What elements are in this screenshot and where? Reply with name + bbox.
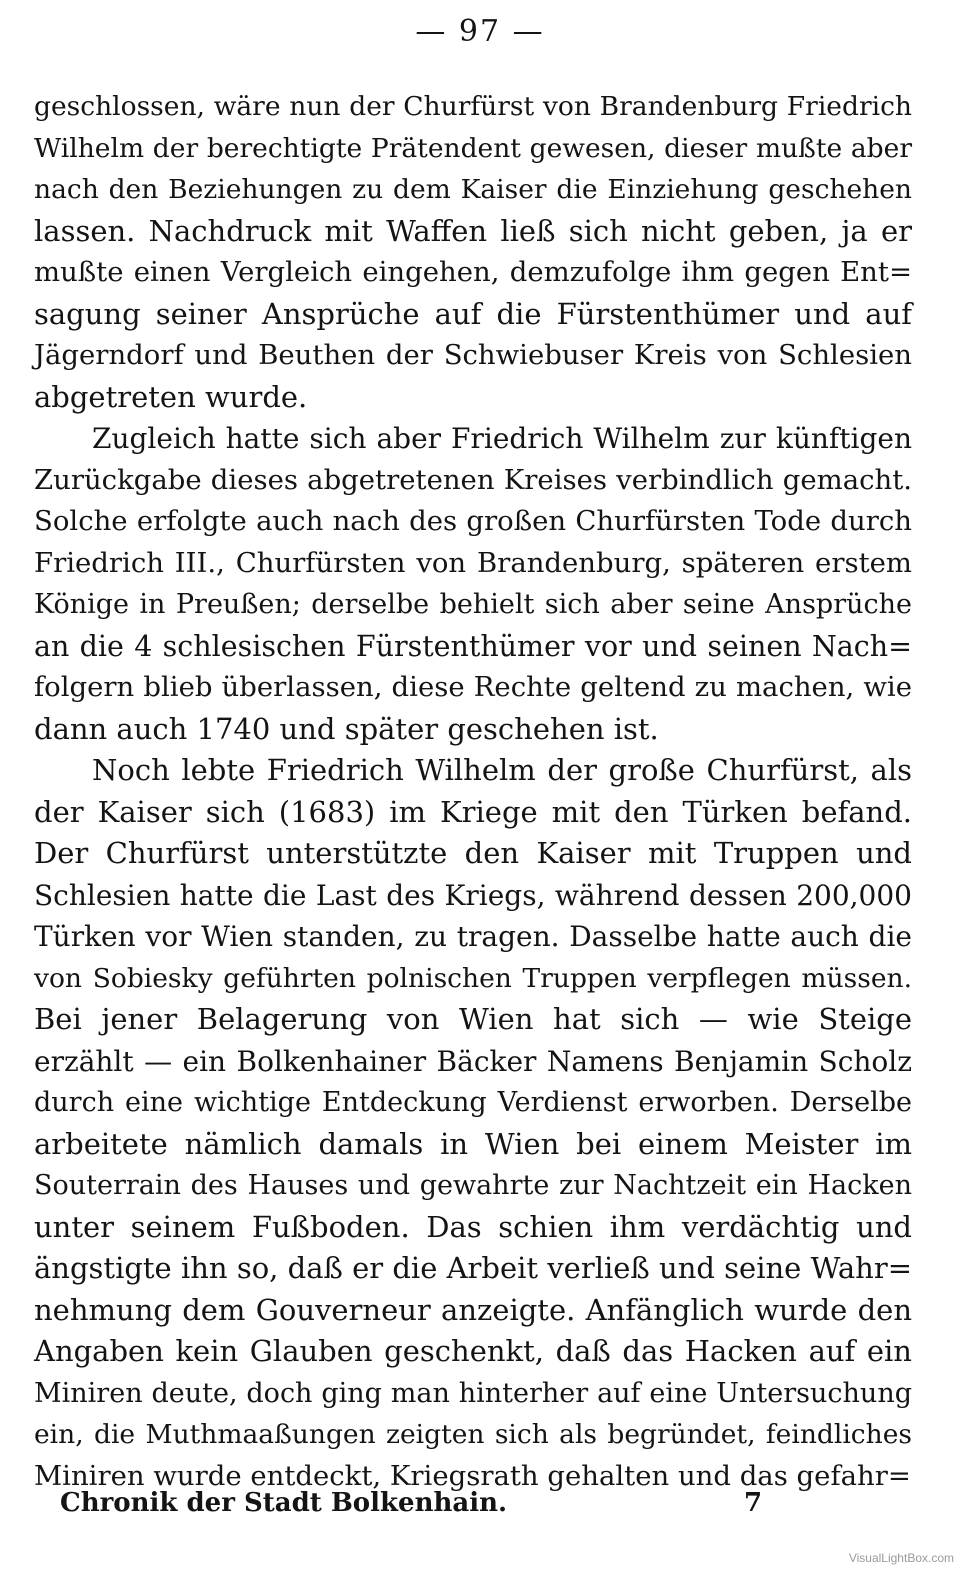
text-line: nach den Beziehungen zu dem Kaiser die Einziehung geschehen (34, 174, 912, 205)
text-line: durch eine wichtige Entdeckung Verdienst erworben. Derselbe (34, 1087, 912, 1118)
page-number: — 97 — (415, 14, 545, 49)
paragraph (34, 750, 912, 1497)
text-line: Bei jener Belagerung von Wien hat sich — wie Steige (34, 1002, 912, 1036)
watermark: VisualLightBox.com (848, 1551, 954, 1565)
body-text (34, 86, 912, 1497)
text-line: ängstigte ihn so, daß er die Arbeit verließ und seine Wahr= (34, 1251, 912, 1285)
text-line: Zurückgabe dieses abgetretenen Kreises verbindlich gemacht. (34, 463, 912, 496)
text-line: erzählt — ein Bolkenhainer Bäcker Namens Benjamin Scholz (34, 1044, 912, 1078)
text-line: von Sobiesky geführten polnischen Truppen verpflegen müssen. (34, 962, 912, 994)
text-line: Solche erfolgte auch nach des großen Churfürsten Tode durch (34, 505, 912, 537)
text-line: arbeitete nämlich damals in Wien bei einem Meister im (34, 1126, 912, 1161)
text-line: abgetreten wurde. (34, 379, 308, 414)
text-line: lassen. Nachdruck mit Waffen ließ sich nicht geben, ja er (34, 213, 912, 248)
text-line: unter seinem Fußboden. Das schien ihm verdächtig und (34, 1209, 912, 1244)
text-line: Wilhelm der berechtigte Prätendent gewesen, dieser mußte aber (34, 132, 912, 164)
text-line: geschlossen, wäre nun der Churfürst von Brandenburg Friedrich (34, 91, 912, 122)
text-line: mußte einen Vergleich eingehen, demzufolge ihm gegen Ent= (34, 256, 912, 288)
signature-mark: 7 (744, 1488, 763, 1518)
text-line: Türken vor Wien standen, zu tragen. Dasselbe hatte auch die (34, 920, 912, 953)
text-line: sagung seiner Ansprüche auf die Fürstenthümer und auf (34, 296, 912, 331)
page-footer (60, 1483, 763, 1523)
text-line: Noch lebte Friedrich Wilhelm der große Churfürst, als (92, 753, 912, 787)
text-line: Friedrich III., Churfürsten von Brandenburg, späteren erstem (34, 546, 912, 579)
text-line: an die 4 schlesischen Fürstenthümer vor und seinen Nach= (34, 629, 912, 663)
text-line: dann auch 1740 und später geschehen ist. (34, 711, 659, 746)
text-line: Schlesien hatte die Last des Kriegs, während dessen 200,000 (34, 878, 912, 912)
text-line: Miniren wurde entdeckt, Kriegsrath gehalten und das gefahr= (34, 1459, 911, 1492)
text-line: Angaben kein Glauben geschenkt, daß das Hacken auf ein (34, 1334, 912, 1368)
text-line: Der Churfürst unterstützte den Kaiser mit Truppen und (34, 836, 912, 870)
text-line: Jägerndorf und Beuthen der Schwiebuser Kreis von Schlesien (34, 339, 912, 371)
text-line: Miniren deute, doch ging man hinterher auf eine Untersuchung (34, 1377, 912, 1409)
paragraph (34, 418, 912, 750)
text-line: Könige in Preußen; derselbe behielt sich aber seine Ansprüche (34, 589, 912, 620)
text-line: Zugleich hatte sich aber Friedrich Wilhelm zur künftigen (92, 422, 912, 455)
footer-title: Chronik der Stadt Bolkenhain. (60, 1488, 508, 1518)
text-line: nehmung dem Gouverneur anzeigte. Anfänglich wurde den (34, 1292, 912, 1327)
text-line: der Kaiser sich (1683) im Kriege mit den Türken befand. (34, 794, 912, 829)
text-line: ein, die Muthmaaßungen zeigten sich als begründet, feindliches (34, 1419, 912, 1450)
text-line: folgern blieb überlassen, diese Rechte geltend zu machen, wie (34, 671, 912, 703)
text-line: Souterrain des Hauses und gewahrte zur Nachtzeit ein Hacken (34, 1170, 912, 1201)
paragraph (34, 86, 912, 418)
